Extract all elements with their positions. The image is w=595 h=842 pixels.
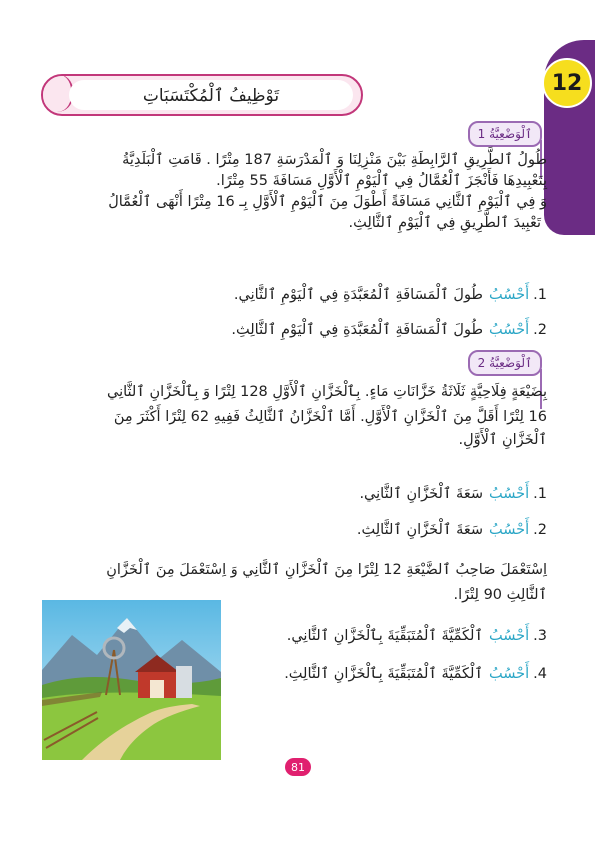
text-line: تَعْبِيدَ ٱلطَّرِيقِ فِي ٱلْيَوْمِ ٱلثَّالِثِ.	[348, 215, 541, 231]
text-line: بِتَعْبِيدِهَا فَأَنْجَزَ ٱلْعُمَّالُ فِي ٱلْيَوْمِ ٱلْأَوَّلِ مَسَافَةَ 55 مِتْرًا.	[216, 173, 547, 189]
question-text: ٱلْكَمِّيَّةَ ٱلْمُتَبَقِّيَةَ بِٱلْخَزَّانِ ٱلثَّالِثِ.	[284, 666, 483, 682]
text-line: 16 لِتْرًا أَقَلَّ مِنَ ٱلْخَزَّانِ ٱلْأَوَّلِ. أَمَّا ٱلْخَزَّانُ ٱلثَّالِثُ فَفِيهِ 62 لِتْرًا أَكْثَرَ مِنَ	[113, 409, 547, 425]
question-text: سَعَةَ ٱلْخَزَّانِ ٱلثَّالِثِ.	[356, 522, 483, 538]
text-line: بِضَيْعَةٍ فِلَاحِيَّةٍ ثَلَاثَةُ خَزَّانَاتِ مَاءٍ. بِٱلْخَزَّانِ ٱلْأَوَّلِ 128 لِتْرًا وَ بِٱلْخَزَّانِ ٱلثَّانِي	[107, 384, 547, 400]
question-verb: أَحْسُبُ	[488, 522, 530, 538]
question-text: ٱلْكَمِّيَّةَ ٱلْمُتَبَقِّيَةَ بِٱلْخَزَّانِ ٱلثَّانِي.	[286, 628, 483, 644]
section-header	[41, 74, 363, 116]
question-verb: أَحْسُبُ	[488, 322, 530, 338]
silo	[176, 666, 192, 698]
text-line: ٱلْخَزَّانِ ٱلْأَوَّلِ.	[458, 432, 547, 448]
question-2-4	[284, 666, 547, 682]
question-1-2	[231, 322, 547, 338]
barn-door	[150, 680, 164, 698]
text-line: اِسْتَعْمَلَ صَاحِبُ ٱلضَّيْعَةِ 12 لِتْرًا مِنَ ٱلْخَزَّانِ ٱلثَّانِي وَ اِسْتَعْمَلَ مِنَ ٱلْخَزَّانِ	[106, 562, 547, 578]
question-number: 4.	[533, 666, 547, 682]
question-text: طُولَ ٱلْمَسَافَةِ ٱلْمُعَبَّدَةِ فِي ٱلْيَوْمِ ٱلثَّالِثِ.	[231, 322, 483, 338]
question-number: 2.	[533, 322, 547, 338]
situation-2-text	[27, 382, 547, 451]
section-title: تَوْظِيفُ ٱلْمُكْتَسَبَاتِ	[69, 80, 353, 110]
text-line: ٱلثَّالِثِ 90 لِتْرًا.	[453, 587, 547, 603]
situation-2-label: ٱلْوَضْعِيَّةُ 2	[468, 350, 542, 376]
situation-1-label: ٱلْوَضْعِيَّةُ 1	[468, 121, 542, 147]
question-text: سَعَةَ ٱلْخَزَّانِ ٱلثَّانِي.	[359, 486, 483, 502]
question-verb: أَحْسُبُ	[488, 666, 530, 682]
question-2-3	[287, 628, 547, 644]
question-number: 3.	[533, 628, 547, 644]
question-verb: أَحْسُبُ	[488, 287, 530, 303]
farm-scene-icon	[42, 600, 221, 760]
text-line: وَ فِي ٱلْيَوْمِ ٱلثَّانِي مَسَافَةً أَطْوَلَ مِنَ ٱلْيَوْمِ ٱلْأَوَّلِ بِـ 16 مِتْرًا أَنْهَى ٱلْعُمَّالُ	[108, 194, 547, 210]
question-number: 2.	[533, 522, 547, 538]
question-number: 1.	[533, 287, 547, 303]
question-number: 1.	[533, 486, 547, 502]
text-line: طُولُ ٱلطَّرِيقِ ٱلرَّابِطَةِ بَيْنَ مَنْزِلِنَا وَ ٱلْمَدْرَسَةِ 187 مِتْرًا . قَامَتِ ٱلْبَلَدِيَّةُ	[122, 152, 547, 168]
question-text: طُولَ ٱلْمَسَافَةِ ٱلْمُعَبَّدَةِ فِي ٱلْيَوْمِ ٱلثَّانِي.	[233, 287, 483, 303]
question-2-2	[357, 522, 547, 538]
lesson-number-badge: 12	[542, 58, 592, 108]
page-number: 81	[285, 758, 311, 776]
question-2-1	[359, 486, 547, 502]
question-verb: أَحْسُبُ	[488, 486, 530, 502]
question-1-1	[234, 287, 547, 303]
question-verb: أَحْسُبُ	[488, 628, 530, 644]
situation-1-text	[37, 150, 547, 234]
